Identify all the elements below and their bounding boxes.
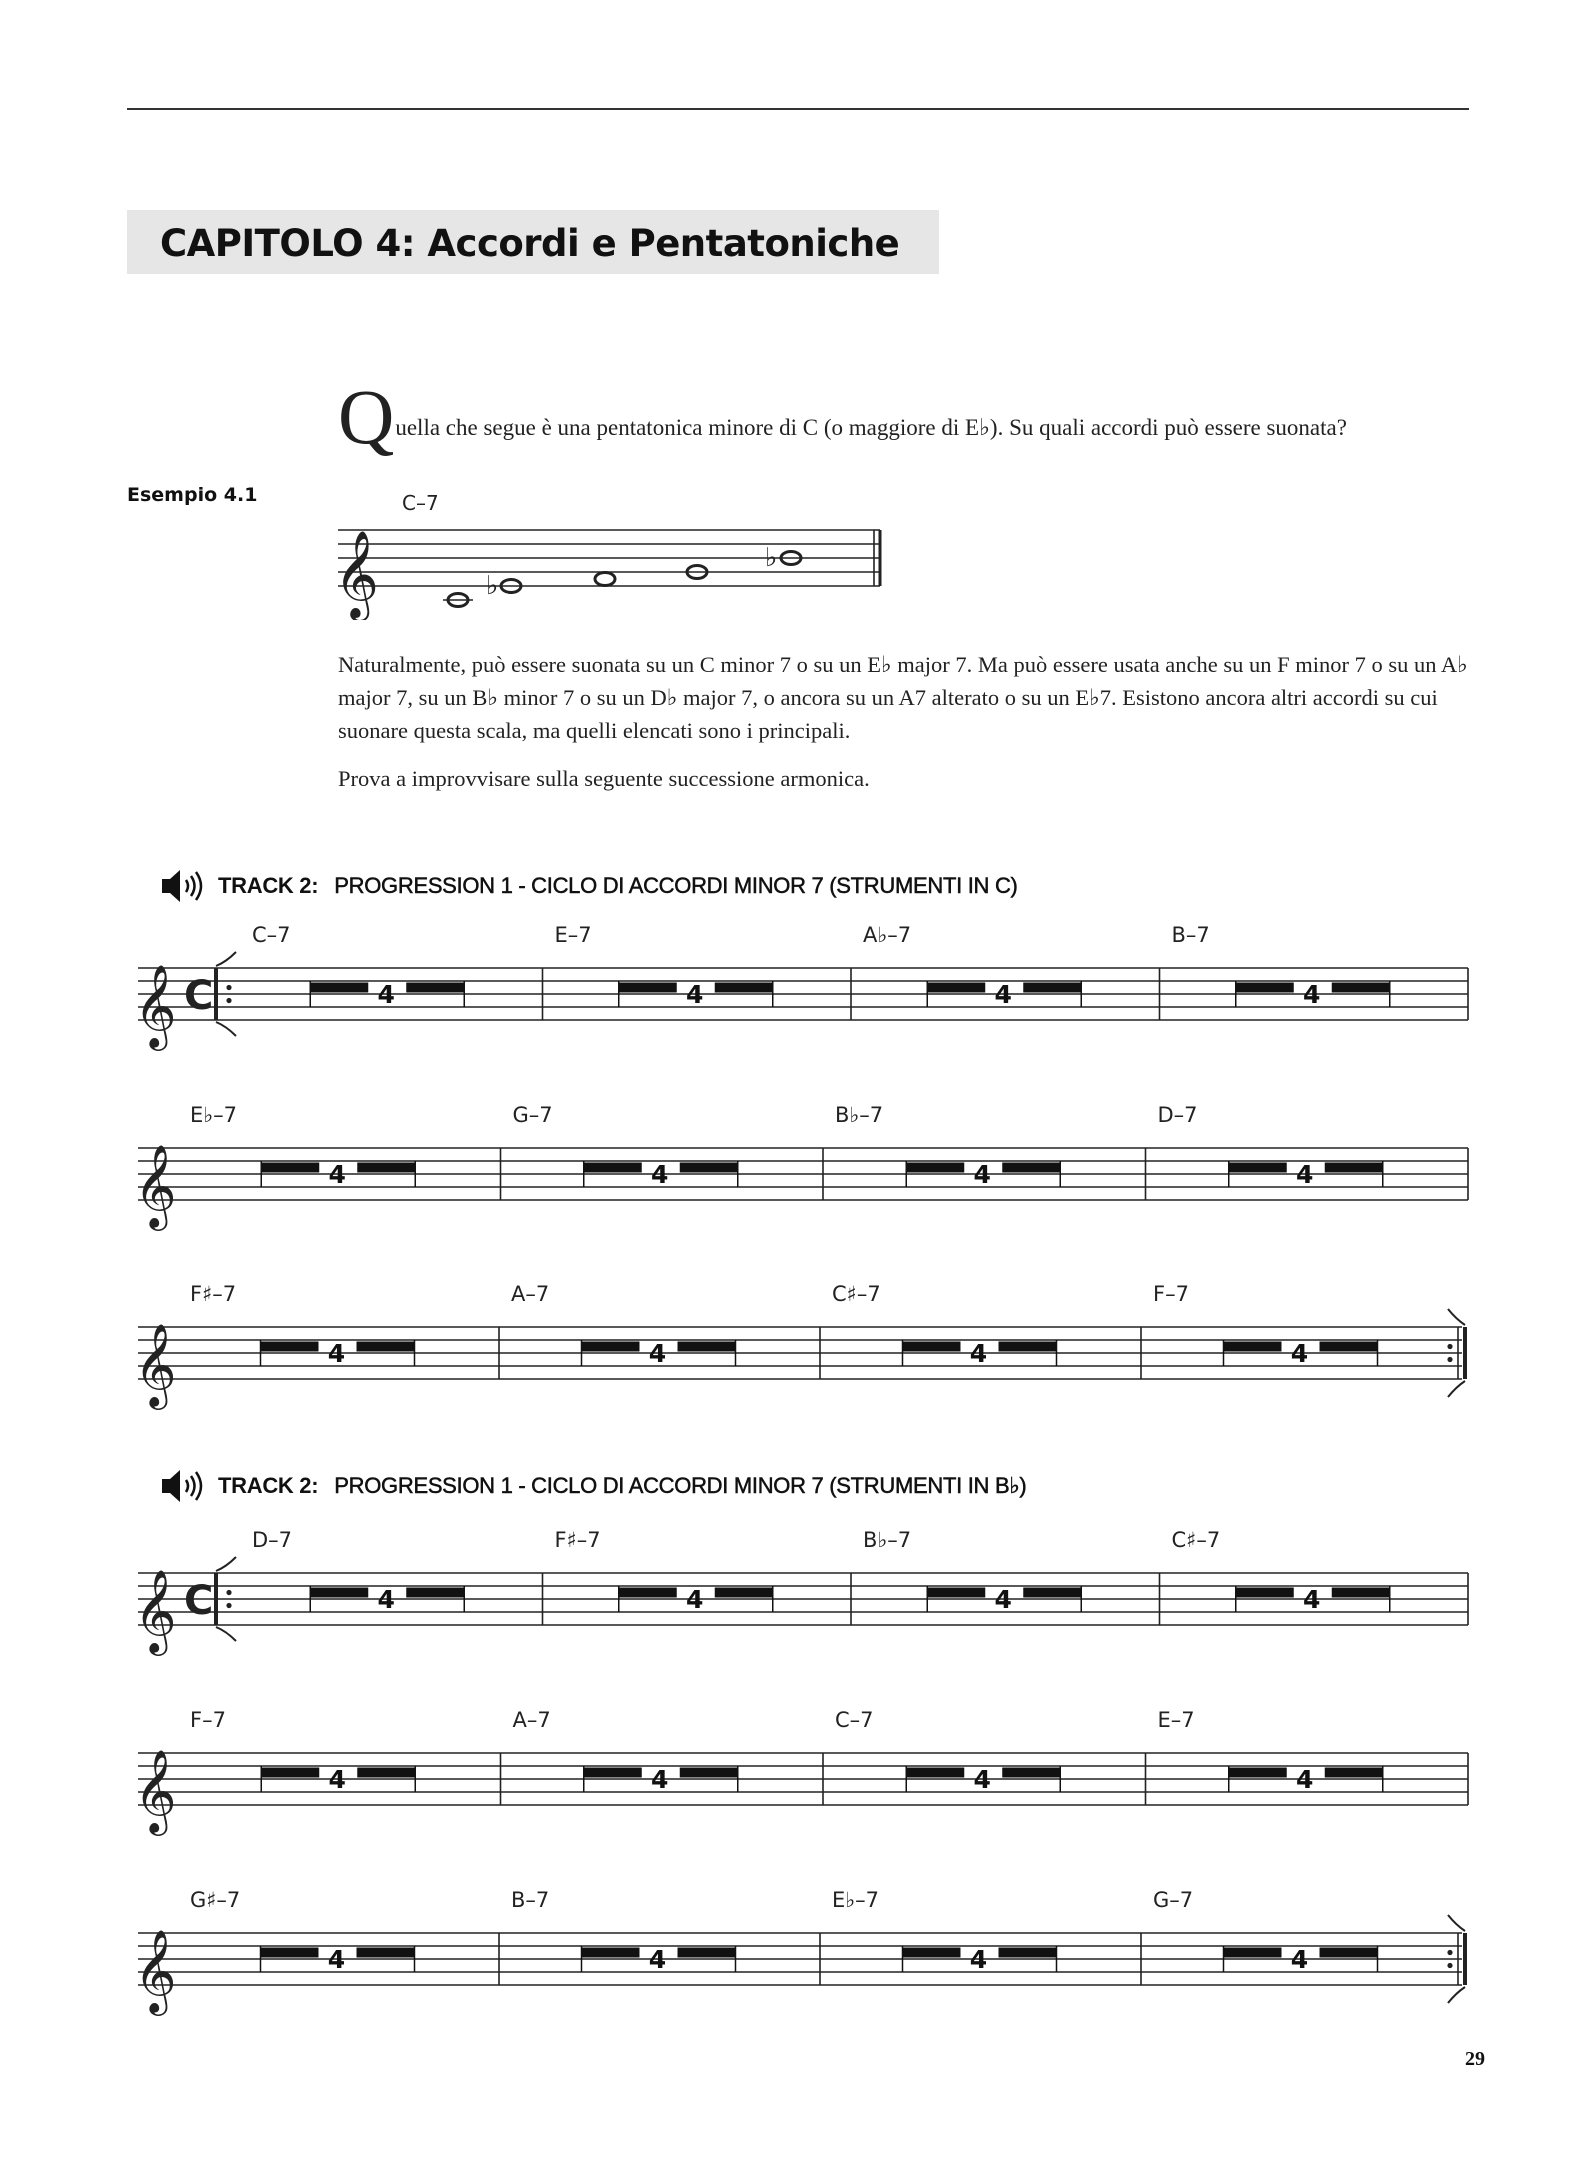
repeat-dot — [1447, 1344, 1452, 1349]
multi-rest-count: 4 — [1303, 980, 1321, 1009]
multi-rest-count: 4 — [973, 1160, 991, 1189]
treble-clef: 𝄞 — [134, 1928, 177, 2012]
multi-rest-bar — [1332, 983, 1390, 993]
multi-rest-bar — [619, 1588, 677, 1598]
multi-rest-count: 4 — [1303, 1585, 1321, 1614]
chord-symbol: F♯–7 — [554, 1528, 601, 1552]
flat-sign: ♭ — [765, 543, 778, 573]
multi-rest-count: 4 — [651, 1765, 669, 1794]
multi-rest-bar — [903, 1342, 961, 1352]
repeat-dot — [226, 1603, 231, 1608]
treble-clef: 𝄞 — [134, 963, 177, 1047]
multi-rest-bar — [678, 1948, 736, 1958]
treble-clef: 𝄞 — [134, 1748, 177, 1832]
multi-rest-bar — [261, 1948, 319, 1958]
repeat-bracket — [1448, 1987, 1465, 2003]
track-label: TRACK 2: — [218, 1473, 319, 1498]
page-number: 29 — [1465, 2048, 1485, 2070]
repeat-bracket — [216, 952, 236, 966]
multi-rest-count: 4 — [651, 1160, 669, 1189]
multi-rest-count: 4 — [686, 1585, 704, 1614]
multi-rest-bar — [1325, 1163, 1383, 1173]
multi-rest-count: 4 — [1290, 1339, 1309, 1368]
multi-rest-bar — [680, 1163, 738, 1173]
treble-clef: 𝄞 — [134, 1322, 177, 1406]
multi-rest-bar — [1023, 983, 1081, 993]
multi-rest-bar — [1229, 1768, 1287, 1778]
treble-clef: 𝄞 — [134, 1143, 177, 1227]
multi-rest-bar — [1320, 1948, 1378, 1958]
chord-symbol: B♭–7 — [863, 1528, 912, 1552]
chord-symbol: E♭–7 — [832, 1888, 880, 1912]
repeat-dot — [226, 1590, 231, 1595]
flat-sign: ♭ — [486, 571, 499, 601]
multi-rest-count: 4 — [327, 1945, 346, 1974]
multi-rest-count: 4 — [1290, 1945, 1309, 1974]
repeat-bracket — [1448, 1309, 1465, 1325]
multi-rest-bar — [906, 1163, 964, 1173]
multi-rest-count: 4 — [994, 1585, 1012, 1614]
multi-rest-bar — [357, 1163, 415, 1173]
multi-rest-bar — [582, 1948, 640, 1958]
multi-rest-count: 4 — [328, 1160, 346, 1189]
multi-rest-bar — [1332, 1588, 1390, 1598]
multi-rest-bar — [999, 1342, 1057, 1352]
multi-rest-bar — [999, 1948, 1057, 1958]
multi-rest-bar — [1229, 1163, 1287, 1173]
multi-rest-count: 4 — [973, 1765, 991, 1794]
multi-rest-bar — [1224, 1342, 1282, 1352]
multi-rest-bar — [584, 1768, 642, 1778]
multi-rest-count: 4 — [328, 1765, 346, 1794]
multi-rest-bar — [680, 1768, 738, 1778]
multi-rest-count: 4 — [327, 1339, 346, 1368]
multi-rest-count: 4 — [994, 980, 1012, 1009]
multi-rest-count: 4 — [648, 1339, 667, 1368]
multi-rest-count: 4 — [1296, 1765, 1314, 1794]
treble-clef: 𝄞 — [334, 529, 379, 618]
track-title: PROGRESSION 1 - CICLO DI ACCORDI MINOR 7 (STRUMENTI IN B♭) — [334, 1473, 1027, 1498]
track-title: PROGRESSION 1 - CICLO DI ACCORDI MINOR 7 (STRUMENTI IN C) — [334, 873, 1018, 898]
chord-symbol: F–7 — [190, 1708, 226, 1732]
multi-rest-bar — [715, 983, 773, 993]
treble-clef: 𝄞 — [134, 1568, 177, 1652]
multi-rest-bar — [357, 1342, 415, 1352]
multi-rest-bar — [310, 1588, 368, 1598]
body-paragraph: Naturalmente, può essere suonata su un C minor 7 o su un E♭ major 7. Ma può essere usata anche su un F minor 7 o su un A♭ major 7, su un B♭ minor 7 o su un D♭ major 7, o ancora su un A7 alterato o su un E♭7. Esistono ancora altri accordi su cui suonare questa scala, ma quelli elencati sono i principali. — [338, 652, 1468, 743]
chord-symbol: C♯–7 — [832, 1282, 881, 1306]
multi-rest-bar — [357, 1768, 415, 1778]
chord-symbol: D–7 — [1157, 1103, 1198, 1127]
chord-symbol: C–7 — [835, 1708, 874, 1732]
multi-rest-count: 4 — [377, 1585, 395, 1614]
chord-symbol: E–7 — [554, 923, 592, 947]
example-chord-symbol: C–7 — [402, 491, 439, 515]
chord-symbol: C–7 — [252, 923, 291, 947]
multi-rest-bar — [261, 1163, 319, 1173]
chord-symbol: A♭–7 — [863, 923, 912, 947]
repeat-bracket — [216, 1022, 236, 1036]
track-label: TRACK 2: — [218, 873, 319, 898]
multi-rest-count: 4 — [969, 1339, 988, 1368]
chord-symbol: A–7 — [511, 1282, 550, 1306]
multi-rest-bar — [1236, 983, 1294, 993]
multi-rest-count: 4 — [1296, 1160, 1314, 1189]
chord-symbol: F–7 — [1153, 1282, 1189, 1306]
repeat-bracket — [1448, 1381, 1465, 1397]
repeat-bracket — [216, 1627, 236, 1641]
multi-rest-count: 4 — [686, 980, 704, 1009]
multi-rest-bar — [261, 1768, 319, 1778]
chord-symbol: F♯–7 — [190, 1282, 237, 1306]
multi-rest-count: 4 — [969, 1945, 988, 1974]
chord-symbol: A–7 — [512, 1708, 551, 1732]
multi-rest-bar — [584, 1163, 642, 1173]
chord-symbol: B–7 — [1171, 923, 1210, 947]
multi-rest-bar — [906, 1768, 964, 1778]
multi-rest-bar — [927, 983, 985, 993]
chapter-title: CAPITOLO 4: Accordi e Pentatoniche — [160, 222, 900, 265]
repeat-bracket — [1448, 1915, 1465, 1931]
chord-symbol: B♭–7 — [835, 1103, 884, 1127]
multi-rest-bar — [1325, 1768, 1383, 1778]
multi-rest-bar — [1023, 1588, 1081, 1598]
multi-rest-bar — [582, 1342, 640, 1352]
chord-symbol: D–7 — [252, 1528, 293, 1552]
chord-symbol: G♯–7 — [190, 1888, 241, 1912]
drop-cap: Q — [338, 373, 395, 460]
repeat-dot — [226, 985, 231, 990]
multi-rest-bar — [619, 983, 677, 993]
repeat-dot — [1447, 1950, 1452, 1955]
multi-rest-bar — [927, 1588, 985, 1598]
multi-rest-bar — [1236, 1588, 1294, 1598]
multi-rest-bar — [1224, 1948, 1282, 1958]
multi-rest-bar — [406, 1588, 464, 1598]
example-label: Esempio 4.1 — [127, 484, 258, 506]
chord-symbol: G–7 — [512, 1103, 553, 1127]
multi-rest-bar — [678, 1342, 736, 1352]
multi-rest-bar — [261, 1342, 319, 1352]
multi-rest-bar — [1320, 1342, 1378, 1352]
multi-rest-bar — [310, 983, 368, 993]
multi-rest-bar — [903, 1948, 961, 1958]
chord-symbol: E–7 — [1157, 1708, 1195, 1732]
time-signature: C — [184, 973, 214, 1019]
intro-text: uella che segue è una pentatonica minore di C (o maggiore di E♭). Su quali accordi può essere suonata? — [395, 415, 1347, 440]
chord-symbol: C♯–7 — [1171, 1528, 1221, 1552]
chord-symbol: B–7 — [511, 1888, 550, 1912]
repeat-dot — [1447, 1357, 1452, 1362]
chord-symbol: E♭–7 — [190, 1103, 238, 1127]
body-paragraph: Prova a improvvisare sulla seguente successione armonica. — [338, 766, 870, 791]
repeat-bracket — [216, 1557, 236, 1571]
chord-symbol: G–7 — [1153, 1888, 1194, 1912]
multi-rest-bar — [357, 1948, 415, 1958]
multi-rest-bar — [715, 1588, 773, 1598]
repeat-dot — [226, 998, 231, 1003]
multi-rest-bar — [406, 983, 464, 993]
multi-rest-count: 4 — [377, 980, 395, 1009]
time-signature: C — [184, 1578, 214, 1624]
multi-rest-bar — [1002, 1163, 1060, 1173]
multi-rest-count: 4 — [648, 1945, 667, 1974]
repeat-dot — [1447, 1963, 1452, 1968]
multi-rest-bar — [1002, 1768, 1060, 1778]
